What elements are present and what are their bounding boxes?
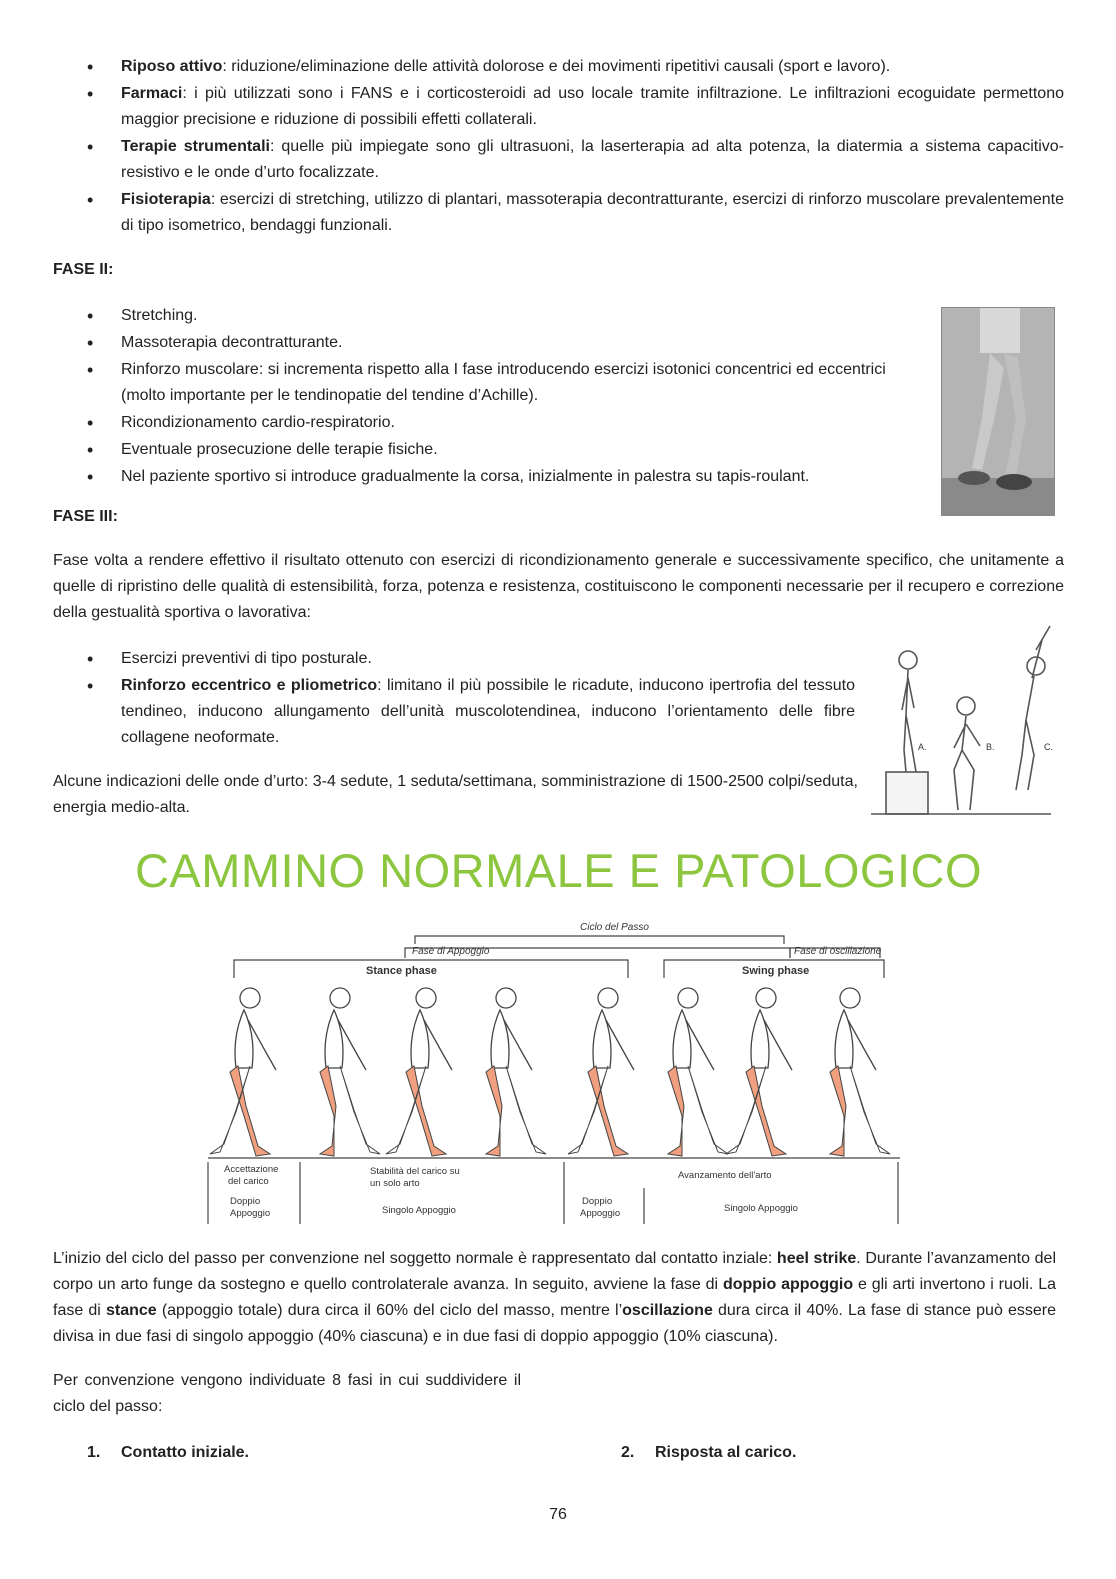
row2-double-line1: Doppio: [230, 1196, 261, 1207]
row1-stability-line2: un solo arto: [370, 1178, 420, 1189]
walking-figure: [668, 988, 728, 1156]
list-item: • Rinforzo muscolare: si incrementa rispetto alla I fase introducendo esercizi isotonici concentrici ed eccentrici (molto importante per le tendinopatie del tendine d’Achille).: [53, 357, 923, 409]
gait-cycle-diagram: [200, 916, 910, 1228]
phases-intro: Per convenzione vengono individuate 8 fasi in cui suddividere il ciclo del passo:: [53, 1372, 521, 1415]
phase3-heading: FASE III:: [53, 508, 118, 525]
phase2-list: [53, 303, 923, 490]
walking-figure: [486, 988, 546, 1156]
walking-figure: [210, 988, 276, 1156]
row1-acceptance-line1: Accettazione: [224, 1164, 279, 1175]
list-item: 1. Contatto iniziale.: [87, 1444, 249, 1461]
list-item: • Fisioterapia: esercizi di stretching, utilizzo di plantari, massoterapia decontratturante, esercizi di rinforzo muscolare prevalentemente di tipo isometrico, bendaggi funzionali.: [53, 187, 1064, 239]
phase3-list: [53, 646, 855, 751]
row2-double-line2: Appoggio: [230, 1208, 271, 1219]
row1-stability-line1: Stabilità del carico su: [370, 1166, 460, 1177]
walking-figure: [386, 988, 452, 1156]
list-item: 2. Risposta al carico.: [621, 1444, 797, 1461]
row2-single-1: Singolo Appoggio: [382, 1205, 456, 1216]
list-item: • Riposo attivo: riduzione/eliminazione delle attività dolorose e dei movimenti ripetitivi causali (sport e lavoro).: [53, 54, 1064, 80]
list-item: • Esercizi preventivi di tipo posturale.: [53, 646, 855, 672]
figure-label-b: B.: [986, 742, 995, 752]
swing-label: Swing phase: [742, 965, 810, 977]
list-item: • Farmaci: i più utilizzati sono i FANS e i corticosteroidi ad uso locale tramite infiltrazione. Le infiltrazioni ecoguidate permettono maggior precisione e riduzione di possibili effetti collaterali.: [53, 81, 1064, 133]
walking-figure: [568, 988, 634, 1156]
row1-acceptance-line2: del carico: [228, 1176, 269, 1187]
phases-list: [53, 1440, 1056, 1466]
cycle-label: Ciclo del Passo: [580, 922, 649, 933]
figure-label-a: A.: [918, 742, 927, 752]
shockwave-note: Alcune indicazioni delle onde d’urto: 3-4 sedute, 1 seduta/settimana, somministrazione di 1500-2500 colpi/seduta, energia medio-alta.: [53, 773, 858, 816]
plyometric-illustration: [866, 620, 1056, 820]
list-item: • Ricondizionamento cardio-respiratorio.: [53, 410, 923, 436]
support-label: Fase di Appoggio: [412, 946, 490, 957]
plyometric-figure: [866, 620, 1056, 820]
row2-single-2: Singolo Appoggio: [724, 1203, 798, 1214]
row2-double2-line1: Doppio: [582, 1196, 613, 1207]
list-item: • Eventuale prosecuzione delle terapie fisiche.: [53, 437, 923, 463]
phase3-intro: Fase volta a rendere effettivo il risultato ottenuto con esercizi di ricondizionamento generale e successivamente specifico, che unitamente a quelle di ripristino delle qualità di estensibilità, forza, potenza e resistenza, costituiscono le componenti necessarie per il recupero e correzione della gestualità sportiva o lavorativa:: [53, 552, 1064, 621]
leg-exercise-photo: [941, 307, 1055, 516]
phase2-heading: FASE II:: [53, 261, 114, 278]
page-number: 76: [549, 1506, 567, 1523]
list-item: • Nel paziente sportivo si introduce gradualmente la corsa, inizialmente in palestra su tapis-roulant.: [53, 464, 923, 490]
leg-exercise-illustration: [942, 308, 1054, 515]
stance-label: Stance phase: [366, 965, 437, 977]
list-item: • Stretching.: [53, 303, 923, 329]
walking-figure: [320, 988, 380, 1156]
row1-advance: Avanzamento dell'arto: [678, 1170, 772, 1181]
phase1-list: [53, 54, 1064, 239]
row2-double2-line2: Appoggio: [580, 1208, 621, 1219]
swing-it-label: Fase di oscillazione: [794, 946, 882, 957]
walking-figure: [726, 988, 792, 1156]
section-title: CAMMINO NORMALE E PATOLOGICO: [134, 844, 983, 897]
list-item: • Terapie strumentali: quelle più impiegate sono gli ultrasuoni, la laserterapia ad alta potenza, la diatermia a sistema capacitivo-resistivo e le onde d’urto focalizzate.: [53, 134, 1064, 186]
walking-figure: [830, 988, 890, 1156]
gait-cycle-figure: [200, 916, 910, 1228]
list-item: • Rinforzo eccentrico e pliometrico: limitano il più possibile le ricadute, inducono ipertrofia del tessuto tendineo, inducono allungamento dell’unità muscolotendinea, inducono l’orientamento delle fibre collagene neoformate.: [53, 673, 855, 751]
figure-label-c: C.: [1044, 742, 1053, 752]
list-item: • Massoterapia decontratturante.: [53, 330, 923, 356]
gait-description: [53, 1246, 1056, 1466]
gait-paragraph: L’inizio del ciclo del passo per convenzione nel soggetto normale è rappresentato dal contatto inziale: heel strike. Durante l’avanzamento del corpo un arto funge da sostegno e quello controlaterale avanza. In seguito, avviene la fase di doppio appoggio e gli arti invertono i ruoli. La fase di stance (appoggio totale) dura circa il 60% del ciclo del masso, mentre l’oscillazione dura circa il 40%. La fase di stance può essere divisa in due fasi di singolo appoggio (40% ciascuna) e in due fasi di doppio appoggio (10% ciascuna).: [53, 1250, 1057, 1345]
